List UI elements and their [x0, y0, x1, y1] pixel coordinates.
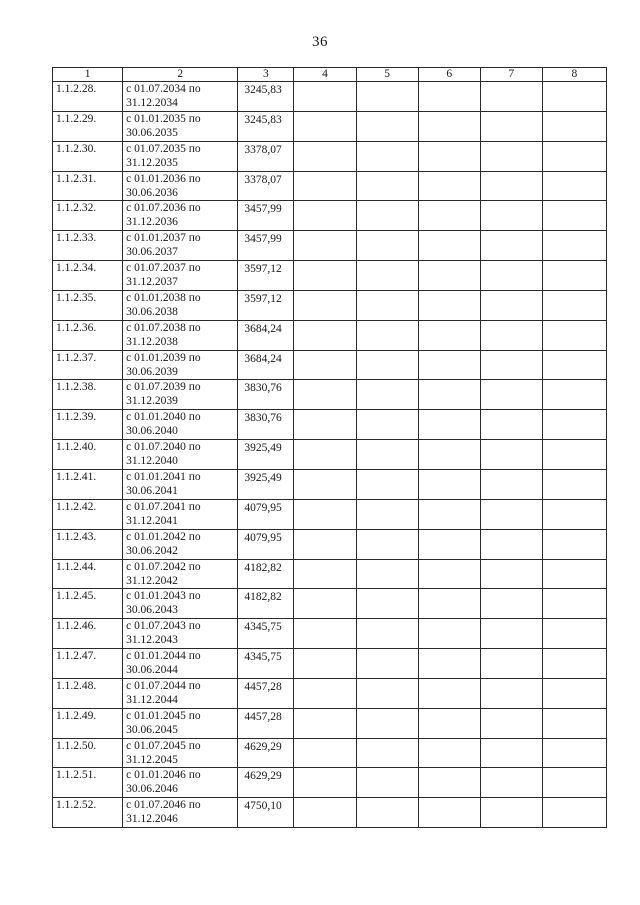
- period-start: с 01.07.2038 по: [126, 321, 201, 334]
- empty-cell-col-7: [480, 649, 542, 679]
- item-number-cell: 1.1.2.28.: [53, 82, 123, 112]
- column-header-3: 3: [238, 68, 294, 82]
- empty-cell-col-4: [294, 111, 356, 141]
- table-row: [53, 410, 607, 440]
- value-cell: 3684,24: [238, 320, 294, 350]
- empty-cell-col-4: [294, 440, 356, 470]
- empty-cell-col-4: [294, 261, 356, 291]
- period-end: 31.12.2043: [126, 634, 178, 647]
- empty-cell-col-5: [356, 678, 418, 708]
- item-number-cell: 1.1.2.48.: [53, 678, 123, 708]
- period-end: 31.12.2044: [126, 693, 178, 706]
- empty-cell-col-8: [542, 141, 606, 171]
- period-start: с 01.01.2038 по: [126, 291, 201, 304]
- table-row: [53, 290, 607, 320]
- item-number-cell: 1.1.2.38.: [53, 380, 123, 410]
- empty-cell-col-4: [294, 380, 356, 410]
- empty-cell-col-8: [542, 798, 606, 828]
- value-cell: 3597,12: [238, 261, 294, 291]
- period-start: с 01.01.2046 по: [126, 769, 201, 782]
- period-end: 31.12.2045: [126, 753, 178, 766]
- item-number-cell: 1.1.2.44.: [53, 559, 123, 589]
- empty-cell-col-5: [356, 171, 418, 201]
- empty-cell-col-4: [294, 529, 356, 559]
- table-row: [53, 171, 607, 201]
- empty-cell-col-7: [480, 410, 542, 440]
- empty-cell-col-5: [356, 768, 418, 798]
- item-number-cell: 1.1.2.40.: [53, 440, 123, 470]
- empty-cell-col-4: [294, 171, 356, 201]
- column-header-4: 4: [294, 68, 356, 82]
- period-cell: [123, 261, 238, 291]
- period-cell: [123, 589, 238, 619]
- empty-cell-col-6: [418, 529, 480, 559]
- empty-cell-col-4: [294, 649, 356, 679]
- period-cell: [123, 649, 238, 679]
- value-cell: 3830,76: [238, 410, 294, 440]
- period-end: 30.06.2042: [126, 544, 178, 557]
- period-end: 30.06.2041: [126, 484, 178, 497]
- period-start: с 01.07.2045 по: [126, 739, 201, 752]
- value-cell: 4182,82: [238, 589, 294, 619]
- empty-cell-col-5: [356, 649, 418, 679]
- value-cell: 4457,28: [238, 678, 294, 708]
- empty-cell-col-5: [356, 469, 418, 499]
- empty-cell-col-8: [542, 469, 606, 499]
- empty-cell-col-6: [418, 708, 480, 738]
- empty-cell-col-6: [418, 82, 480, 112]
- empty-cell-col-4: [294, 201, 356, 231]
- period-end: 31.12.2037: [126, 276, 178, 289]
- period-start: с 01.07.2046 по: [126, 799, 201, 812]
- empty-cell-col-6: [418, 290, 480, 320]
- period-end: 30.06.2046: [126, 783, 178, 796]
- value-cell: 3378,07: [238, 141, 294, 171]
- period-start: с 01.07.2034 по: [126, 83, 201, 95]
- period-end: 31.12.2046: [126, 813, 178, 826]
- period-cell: [123, 798, 238, 828]
- table-row: [53, 678, 607, 708]
- table-row: [53, 350, 607, 380]
- empty-cell-col-8: [542, 82, 606, 112]
- period-start: с 01.07.2041 по: [126, 500, 201, 513]
- period-cell: [123, 380, 238, 410]
- period-cell: [123, 708, 238, 738]
- table-body: [53, 82, 607, 828]
- value-cell: 4345,75: [238, 649, 294, 679]
- empty-cell-col-6: [418, 738, 480, 768]
- empty-cell-col-4: [294, 499, 356, 529]
- period-start: с 01.07.2037 по: [126, 262, 201, 275]
- item-number-cell: 1.1.2.41.: [53, 469, 123, 499]
- table-row: [53, 380, 607, 410]
- empty-cell-col-5: [356, 231, 418, 261]
- header-row: [53, 68, 607, 82]
- period-cell: [123, 82, 238, 112]
- empty-cell-col-7: [480, 201, 542, 231]
- empty-cell-col-7: [480, 738, 542, 768]
- empty-cell-col-8: [542, 320, 606, 350]
- table-row: [53, 589, 607, 619]
- empty-cell-col-7: [480, 440, 542, 470]
- empty-cell-col-6: [418, 649, 480, 679]
- item-number-cell: 1.1.2.50.: [53, 738, 123, 768]
- empty-cell-col-4: [294, 469, 356, 499]
- column-header-5: 5: [356, 68, 418, 82]
- column-header-7: 7: [480, 68, 542, 82]
- empty-cell-col-4: [294, 619, 356, 649]
- empty-cell-col-6: [418, 380, 480, 410]
- period-end: 30.06.2035: [126, 126, 178, 139]
- table-row: [53, 619, 607, 649]
- period-end: 30.06.2043: [126, 604, 178, 617]
- item-number-cell: 1.1.2.43.: [53, 529, 123, 559]
- period-end: 31.12.2041: [126, 514, 178, 527]
- item-number-cell: 1.1.2.49.: [53, 708, 123, 738]
- empty-cell-col-8: [542, 290, 606, 320]
- table-row: [53, 559, 607, 589]
- value-cell: 3378,07: [238, 171, 294, 201]
- empty-cell-col-6: [418, 141, 480, 171]
- empty-cell-col-8: [542, 499, 606, 529]
- table-row: [53, 798, 607, 828]
- empty-cell-col-8: [542, 380, 606, 410]
- empty-cell-col-8: [542, 440, 606, 470]
- period-cell: [123, 559, 238, 589]
- period-end: 31.12.2035: [126, 156, 178, 169]
- item-number-cell: 1.1.2.31.: [53, 171, 123, 201]
- empty-cell-col-5: [356, 410, 418, 440]
- period-start: с 01.01.2040 по: [126, 411, 201, 424]
- empty-cell-col-5: [356, 141, 418, 171]
- empty-cell-col-8: [542, 171, 606, 201]
- period-cell: [123, 440, 238, 470]
- period-start: с 01.01.2042 по: [126, 530, 201, 543]
- empty-cell-col-7: [480, 469, 542, 499]
- empty-cell-col-7: [480, 231, 542, 261]
- value-cell: 3245,83: [238, 82, 294, 112]
- empty-cell-col-5: [356, 380, 418, 410]
- empty-cell-col-8: [542, 231, 606, 261]
- value-cell: 3925,49: [238, 469, 294, 499]
- empty-cell-col-7: [480, 320, 542, 350]
- period-cell: [123, 290, 238, 320]
- empty-cell-col-5: [356, 499, 418, 529]
- value-cell: 4750,10: [238, 798, 294, 828]
- table-row: [53, 141, 607, 171]
- empty-cell-col-7: [480, 261, 542, 291]
- empty-cell-col-4: [294, 410, 356, 440]
- table-row: [53, 469, 607, 499]
- value-cell: 4457,28: [238, 708, 294, 738]
- empty-cell-col-7: [480, 589, 542, 619]
- table-row: [53, 768, 607, 798]
- empty-cell-col-6: [418, 589, 480, 619]
- empty-cell-col-5: [356, 201, 418, 231]
- empty-cell-col-7: [480, 768, 542, 798]
- table-row: [53, 261, 607, 291]
- item-number-cell: 1.1.2.32.: [53, 201, 123, 231]
- empty-cell-col-5: [356, 261, 418, 291]
- period-end: 30.06.2044: [126, 664, 178, 677]
- value-cell: 3597,12: [238, 290, 294, 320]
- empty-cell-col-7: [480, 141, 542, 171]
- period-end: 30.06.2036: [126, 186, 178, 199]
- page-number: 36: [312, 34, 328, 50]
- period-cell: [123, 619, 238, 649]
- empty-cell-col-8: [542, 678, 606, 708]
- empty-cell-col-4: [294, 350, 356, 380]
- empty-cell-col-8: [542, 768, 606, 798]
- empty-cell-col-6: [418, 440, 480, 470]
- empty-cell-col-8: [542, 649, 606, 679]
- column-header-2: 2: [123, 68, 238, 82]
- empty-cell-col-7: [480, 708, 542, 738]
- table-row: [53, 708, 607, 738]
- empty-cell-col-7: [480, 380, 542, 410]
- empty-cell-col-7: [480, 290, 542, 320]
- table-row: [53, 320, 607, 350]
- period-start: с 01.07.2042 по: [126, 560, 201, 573]
- empty-cell-col-5: [356, 738, 418, 768]
- empty-cell-col-5: [356, 82, 418, 112]
- period-cell: [123, 499, 238, 529]
- empty-cell-col-5: [356, 559, 418, 589]
- empty-cell-col-6: [418, 768, 480, 798]
- period-end: 31.12.2036: [126, 216, 178, 229]
- empty-cell-col-4: [294, 738, 356, 768]
- empty-cell-col-7: [480, 619, 542, 649]
- empty-cell-col-4: [294, 141, 356, 171]
- value-cell: 4182,82: [238, 559, 294, 589]
- empty-cell-col-6: [418, 350, 480, 380]
- value-cell: 4345,75: [238, 619, 294, 649]
- table-row: [53, 231, 607, 261]
- period-start: с 01.01.2045 по: [126, 709, 201, 722]
- empty-cell-col-5: [356, 529, 418, 559]
- empty-cell-col-8: [542, 201, 606, 231]
- table-row: [53, 499, 607, 529]
- item-number-cell: 1.1.2.42.: [53, 499, 123, 529]
- empty-cell-col-7: [480, 798, 542, 828]
- empty-cell-col-5: [356, 708, 418, 738]
- value-cell: 4629,29: [238, 768, 294, 798]
- item-number-cell: 1.1.2.52.: [53, 798, 123, 828]
- period-cell: [123, 410, 238, 440]
- period-cell: [123, 469, 238, 499]
- empty-cell-col-8: [542, 410, 606, 440]
- item-number-cell: 1.1.2.47.: [53, 649, 123, 679]
- empty-cell-col-5: [356, 589, 418, 619]
- empty-cell-col-8: [542, 738, 606, 768]
- period-start: с 01.01.2035 по: [126, 112, 201, 125]
- period-end: 30.06.2045: [126, 723, 178, 736]
- period-cell: [123, 768, 238, 798]
- period-start: с 01.07.2040 по: [126, 441, 201, 454]
- empty-cell-col-5: [356, 440, 418, 470]
- value-cell: 4629,29: [238, 738, 294, 768]
- period-end: 30.06.2040: [126, 425, 178, 438]
- empty-cell-col-4: [294, 290, 356, 320]
- table-row: [53, 738, 607, 768]
- empty-cell-col-6: [418, 320, 480, 350]
- empty-cell-col-8: [542, 111, 606, 141]
- period-cell: [123, 231, 238, 261]
- empty-cell-col-7: [480, 529, 542, 559]
- period-cell: [123, 738, 238, 768]
- value-cell: 3925,49: [238, 440, 294, 470]
- item-number-cell: 1.1.2.39.: [53, 410, 123, 440]
- period-start: с 01.07.2043 по: [126, 620, 201, 633]
- empty-cell-col-4: [294, 708, 356, 738]
- period-start: с 01.07.2039 по: [126, 381, 201, 394]
- empty-cell-col-7: [480, 678, 542, 708]
- empty-cell-col-4: [294, 559, 356, 589]
- empty-cell-col-6: [418, 619, 480, 649]
- period-cell: [123, 529, 238, 559]
- value-cell: 3684,24: [238, 350, 294, 380]
- column-header-8: 8: [542, 68, 606, 82]
- empty-cell-col-5: [356, 111, 418, 141]
- empty-cell-col-8: [542, 529, 606, 559]
- empty-cell-col-6: [418, 499, 480, 529]
- empty-cell-col-8: [542, 350, 606, 380]
- period-end: 31.12.2042: [126, 574, 178, 587]
- value-cell: 3457,99: [238, 201, 294, 231]
- empty-cell-col-7: [480, 111, 542, 141]
- empty-cell-col-8: [542, 559, 606, 589]
- period-end: 30.06.2039: [126, 365, 178, 378]
- empty-cell-col-6: [418, 231, 480, 261]
- value-cell: 3830,76: [238, 380, 294, 410]
- empty-cell-col-8: [542, 619, 606, 649]
- table-row: [53, 111, 607, 141]
- item-number-cell: 1.1.2.45.: [53, 589, 123, 619]
- period-start: с 01.01.2041 по: [126, 470, 201, 483]
- empty-cell-col-6: [418, 201, 480, 231]
- empty-cell-col-6: [418, 261, 480, 291]
- empty-cell-col-4: [294, 320, 356, 350]
- empty-cell-col-4: [294, 678, 356, 708]
- item-number-cell: 1.1.2.34.: [53, 261, 123, 291]
- empty-cell-col-6: [418, 171, 480, 201]
- value-cell: 4079,95: [238, 529, 294, 559]
- period-end: 31.12.2038: [126, 335, 178, 348]
- period-cell: [123, 678, 238, 708]
- item-number-cell: 1.1.2.37.: [53, 350, 123, 380]
- table-row: [53, 440, 607, 470]
- empty-cell-col-6: [418, 111, 480, 141]
- period-end: 30.06.2038: [126, 305, 178, 318]
- column-header-1: 1: [53, 68, 123, 82]
- empty-cell-col-6: [418, 469, 480, 499]
- column-header-6: 6: [418, 68, 480, 82]
- period-cell: [123, 111, 238, 141]
- empty-cell-col-6: [418, 559, 480, 589]
- period-cell: [123, 320, 238, 350]
- item-number-cell: 1.1.2.33.: [53, 231, 123, 261]
- table-row: [53, 82, 607, 112]
- empty-cell-col-5: [356, 350, 418, 380]
- item-number-cell: 1.1.2.30.: [53, 141, 123, 171]
- empty-cell-col-4: [294, 231, 356, 261]
- empty-cell-col-4: [294, 768, 356, 798]
- period-end: 31.12.2040: [126, 455, 178, 468]
- empty-cell-col-7: [480, 171, 542, 201]
- value-cell: 3245,83: [238, 111, 294, 141]
- period-start: с 01.01.2036 по: [126, 172, 201, 185]
- empty-cell-col-4: [294, 82, 356, 112]
- empty-cell-col-6: [418, 798, 480, 828]
- item-number-cell: 1.1.2.46.: [53, 619, 123, 649]
- empty-cell-col-7: [480, 559, 542, 589]
- period-start: с 01.01.2039 по: [126, 351, 201, 364]
- table-row: [53, 529, 607, 559]
- table-row: [53, 649, 607, 679]
- tariff-table: [52, 67, 607, 828]
- empty-cell-col-4: [294, 798, 356, 828]
- item-number-cell: 1.1.2.36.: [53, 320, 123, 350]
- period-cell: [123, 141, 238, 171]
- empty-cell-col-7: [480, 82, 542, 112]
- empty-cell-col-8: [542, 708, 606, 738]
- period-end: 31.12.2034: [126, 97, 178, 109]
- empty-cell-col-8: [542, 589, 606, 619]
- period-start: с 01.07.2035 по: [126, 142, 201, 155]
- period-start: с 01.07.2044 по: [126, 679, 201, 692]
- empty-cell-col-6: [418, 678, 480, 708]
- empty-cell-col-5: [356, 320, 418, 350]
- period-end: 30.06.2037: [126, 246, 178, 259]
- period-start: с 01.07.2036 по: [126, 202, 201, 215]
- empty-cell-col-8: [542, 261, 606, 291]
- empty-cell-col-7: [480, 499, 542, 529]
- period-start: с 01.01.2043 по: [126, 590, 201, 603]
- period-cell: [123, 350, 238, 380]
- value-cell: 4079,95: [238, 499, 294, 529]
- period-end: 31.12.2039: [126, 395, 178, 408]
- empty-cell-col-4: [294, 589, 356, 619]
- empty-cell-col-5: [356, 798, 418, 828]
- item-number-cell: 1.1.2.35.: [53, 290, 123, 320]
- period-start: с 01.01.2037 по: [126, 232, 201, 245]
- empty-cell-col-6: [418, 410, 480, 440]
- item-number-cell: 1.1.2.51.: [53, 768, 123, 798]
- period-start: с 01.01.2044 по: [126, 650, 201, 663]
- empty-cell-col-5: [356, 619, 418, 649]
- item-number-cell: 1.1.2.29.: [53, 111, 123, 141]
- empty-cell-col-5: [356, 290, 418, 320]
- table-row: [53, 201, 607, 231]
- period-cell: [123, 201, 238, 231]
- period-cell: [123, 171, 238, 201]
- value-cell: 3457,99: [238, 231, 294, 261]
- empty-cell-col-7: [480, 350, 542, 380]
